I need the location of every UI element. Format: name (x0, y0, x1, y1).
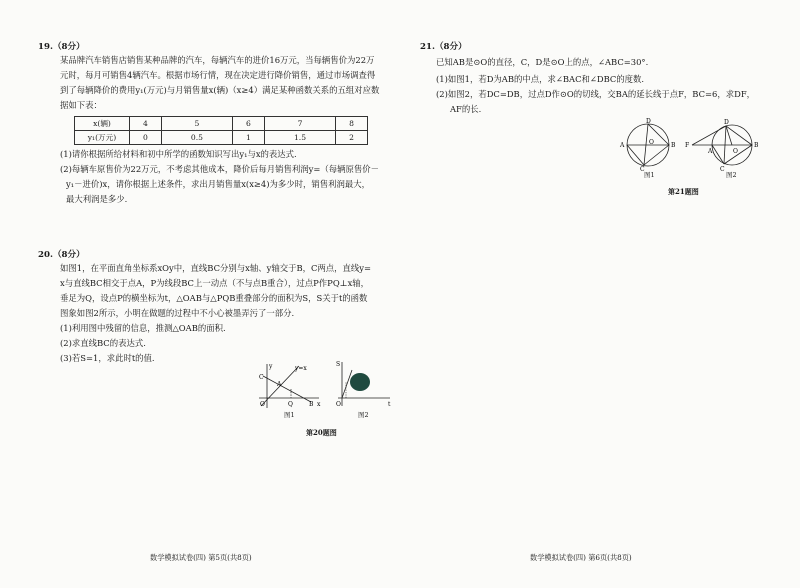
q20-number: 20.（8分） (38, 250, 85, 260)
q20-line-3: 垂足为Q，设点P的横坐标为t，△OAB与△PQB重叠部分的面积为S，S关于t的函数 (60, 293, 368, 303)
q19-line-3: 到了每辆降价的费用y₁(万元)与月销售量x(辆)（x≥4）满足某种函数关系的五组对应数 (60, 85, 380, 95)
table-row (75, 117, 368, 131)
q19-part-1: (1)请你根据所给材料和初中所学的函数知识写出y₁与x的表达式. (60, 149, 297, 159)
q19-line-1: 某品牌汽车销售店销售某种品牌的汽车，每辆汽车的进价16万元，当每辆售价为22万 (60, 55, 375, 65)
q21-figure-caption: 第21题图 (668, 187, 699, 196)
table-cell: 5 (161, 117, 232, 131)
table-cell: 1.5 (264, 131, 335, 145)
q19-line-4: 据如下表： (60, 100, 102, 110)
chord-ac (712, 145, 724, 164)
q19-table (74, 116, 368, 145)
table-cell: 4 (130, 117, 162, 131)
q20-figure-1 (255, 362, 325, 412)
y-axis-label: y (269, 363, 273, 370)
q21-line-1: 已知AB是⊙O的直径，C，D是⊙O上的点，∠ABC=30°. (436, 57, 649, 67)
q19-number: 19.（8分） (38, 42, 85, 52)
footer-left: 数学模拟试卷(四) 第5页(共8页) (150, 553, 252, 562)
q20-line-2: x与直线BC相交于点A，P为线段BC上一动点（不与点B重合），过点P作PQ⊥x轴， (60, 278, 370, 288)
point-c-label: C (259, 374, 264, 381)
x-axis-label: x (317, 401, 321, 408)
q21-part-2: (2)如图2，若DC=DB，过点D作⊙O的切线，交BA的延长线于点F，BC=6，求DF， (436, 89, 756, 99)
q20-fig1-label: 图1 (284, 411, 295, 419)
footer-right: 数学模拟试卷(四) 第6页(共8页) (530, 553, 632, 562)
table-cell: 0 (130, 131, 162, 145)
point-d-label: D (724, 119, 729, 126)
chord-bc (644, 145, 669, 165)
center-o-label: O (649, 139, 654, 146)
q20-line-4: 图象如图2所示，小明在做题的过程中不小心被墨弄污了一部分. (60, 308, 295, 318)
point-a-label: A (277, 381, 282, 388)
q21-part-2-cont: AF的长. (450, 104, 482, 114)
tangent-fd (692, 126, 726, 145)
chord-dc (644, 124, 648, 165)
point-f-label: F (685, 142, 690, 149)
q20-fig2-label: 图2 (358, 411, 369, 419)
point-q-label: Q (288, 401, 293, 408)
q21-fig2-label: 图2 (726, 171, 737, 179)
t-axis-label: t (388, 401, 391, 408)
origin-label: O (260, 401, 265, 408)
table-cell: 0.5 (161, 131, 232, 145)
q20-figure-2 (332, 358, 392, 412)
table-header-cell: y₁(万元) (75, 131, 130, 145)
q19-line-2: 元时，每月可销售4辆汽车。根据市场行情，现在决定进行降价销售，通过市场调查得 (60, 70, 376, 80)
table-cell: 1 (233, 131, 265, 145)
chord-bc (724, 145, 752, 164)
point-b-label: B (754, 142, 759, 149)
table-header-cell: x(辆) (75, 117, 130, 131)
radius-od (726, 126, 732, 145)
q20-line-1: 如图1，在平面直角坐标系xOy中，直线BC分别与x轴、y轴交于B，C两点，直线y= (60, 263, 372, 273)
s-axis-label: S (336, 361, 341, 368)
q21-fig1-label: 图1 (644, 171, 655, 179)
chord-db (726, 126, 752, 145)
q19-part-2: (2)每辆车原售价为22万元，不考虑其他成本，降价后每月销售利润y=（每辆原售价－ (60, 164, 380, 174)
table-cell: 7 (264, 117, 335, 131)
right-page (400, 0, 800, 588)
origin-label: O (336, 401, 341, 408)
q20-part-1: (1)利用图中残留的信息，推测△OAB的面积. (60, 323, 226, 333)
point-a-label: A (620, 142, 625, 149)
q21-figure-1 (618, 120, 678, 172)
q21-part-1: (1)如图1，若D为AB的中点，求∠BAC和∠DBC的度数. (436, 74, 645, 84)
point-c-label: C (640, 166, 645, 173)
q21-number: 21.（8分） (420, 42, 467, 52)
point-b-label: B (671, 142, 676, 149)
point-b-label: B (309, 401, 314, 408)
q19-part-2-cont2: 最大利润是多少. (66, 194, 128, 204)
line-label: y=x (295, 365, 307, 372)
point-d-label: D (646, 118, 651, 125)
q20-figure-caption: 第20题图 (306, 428, 337, 437)
ink-blot (350, 373, 370, 391)
table-row (75, 131, 368, 145)
q20-part-3: (3)若S=1，求此时t的值. (60, 353, 155, 363)
point-a-label: A (708, 148, 713, 155)
table-cell: 8 (336, 117, 368, 131)
q19-part-2-cont: y₁－进价)x，请你根据上述条件，求出月销售量x(x≥4)为多少时，销售利润最大， (66, 179, 371, 189)
q21-figure-2 (685, 119, 759, 173)
table-cell: 2 (336, 131, 368, 145)
center-o-label: O (733, 148, 738, 155)
table-cell: 6 (233, 117, 265, 131)
q20-part-2: (2)求直线BC的表达式. (60, 338, 146, 348)
point-c-label: C (720, 166, 725, 173)
